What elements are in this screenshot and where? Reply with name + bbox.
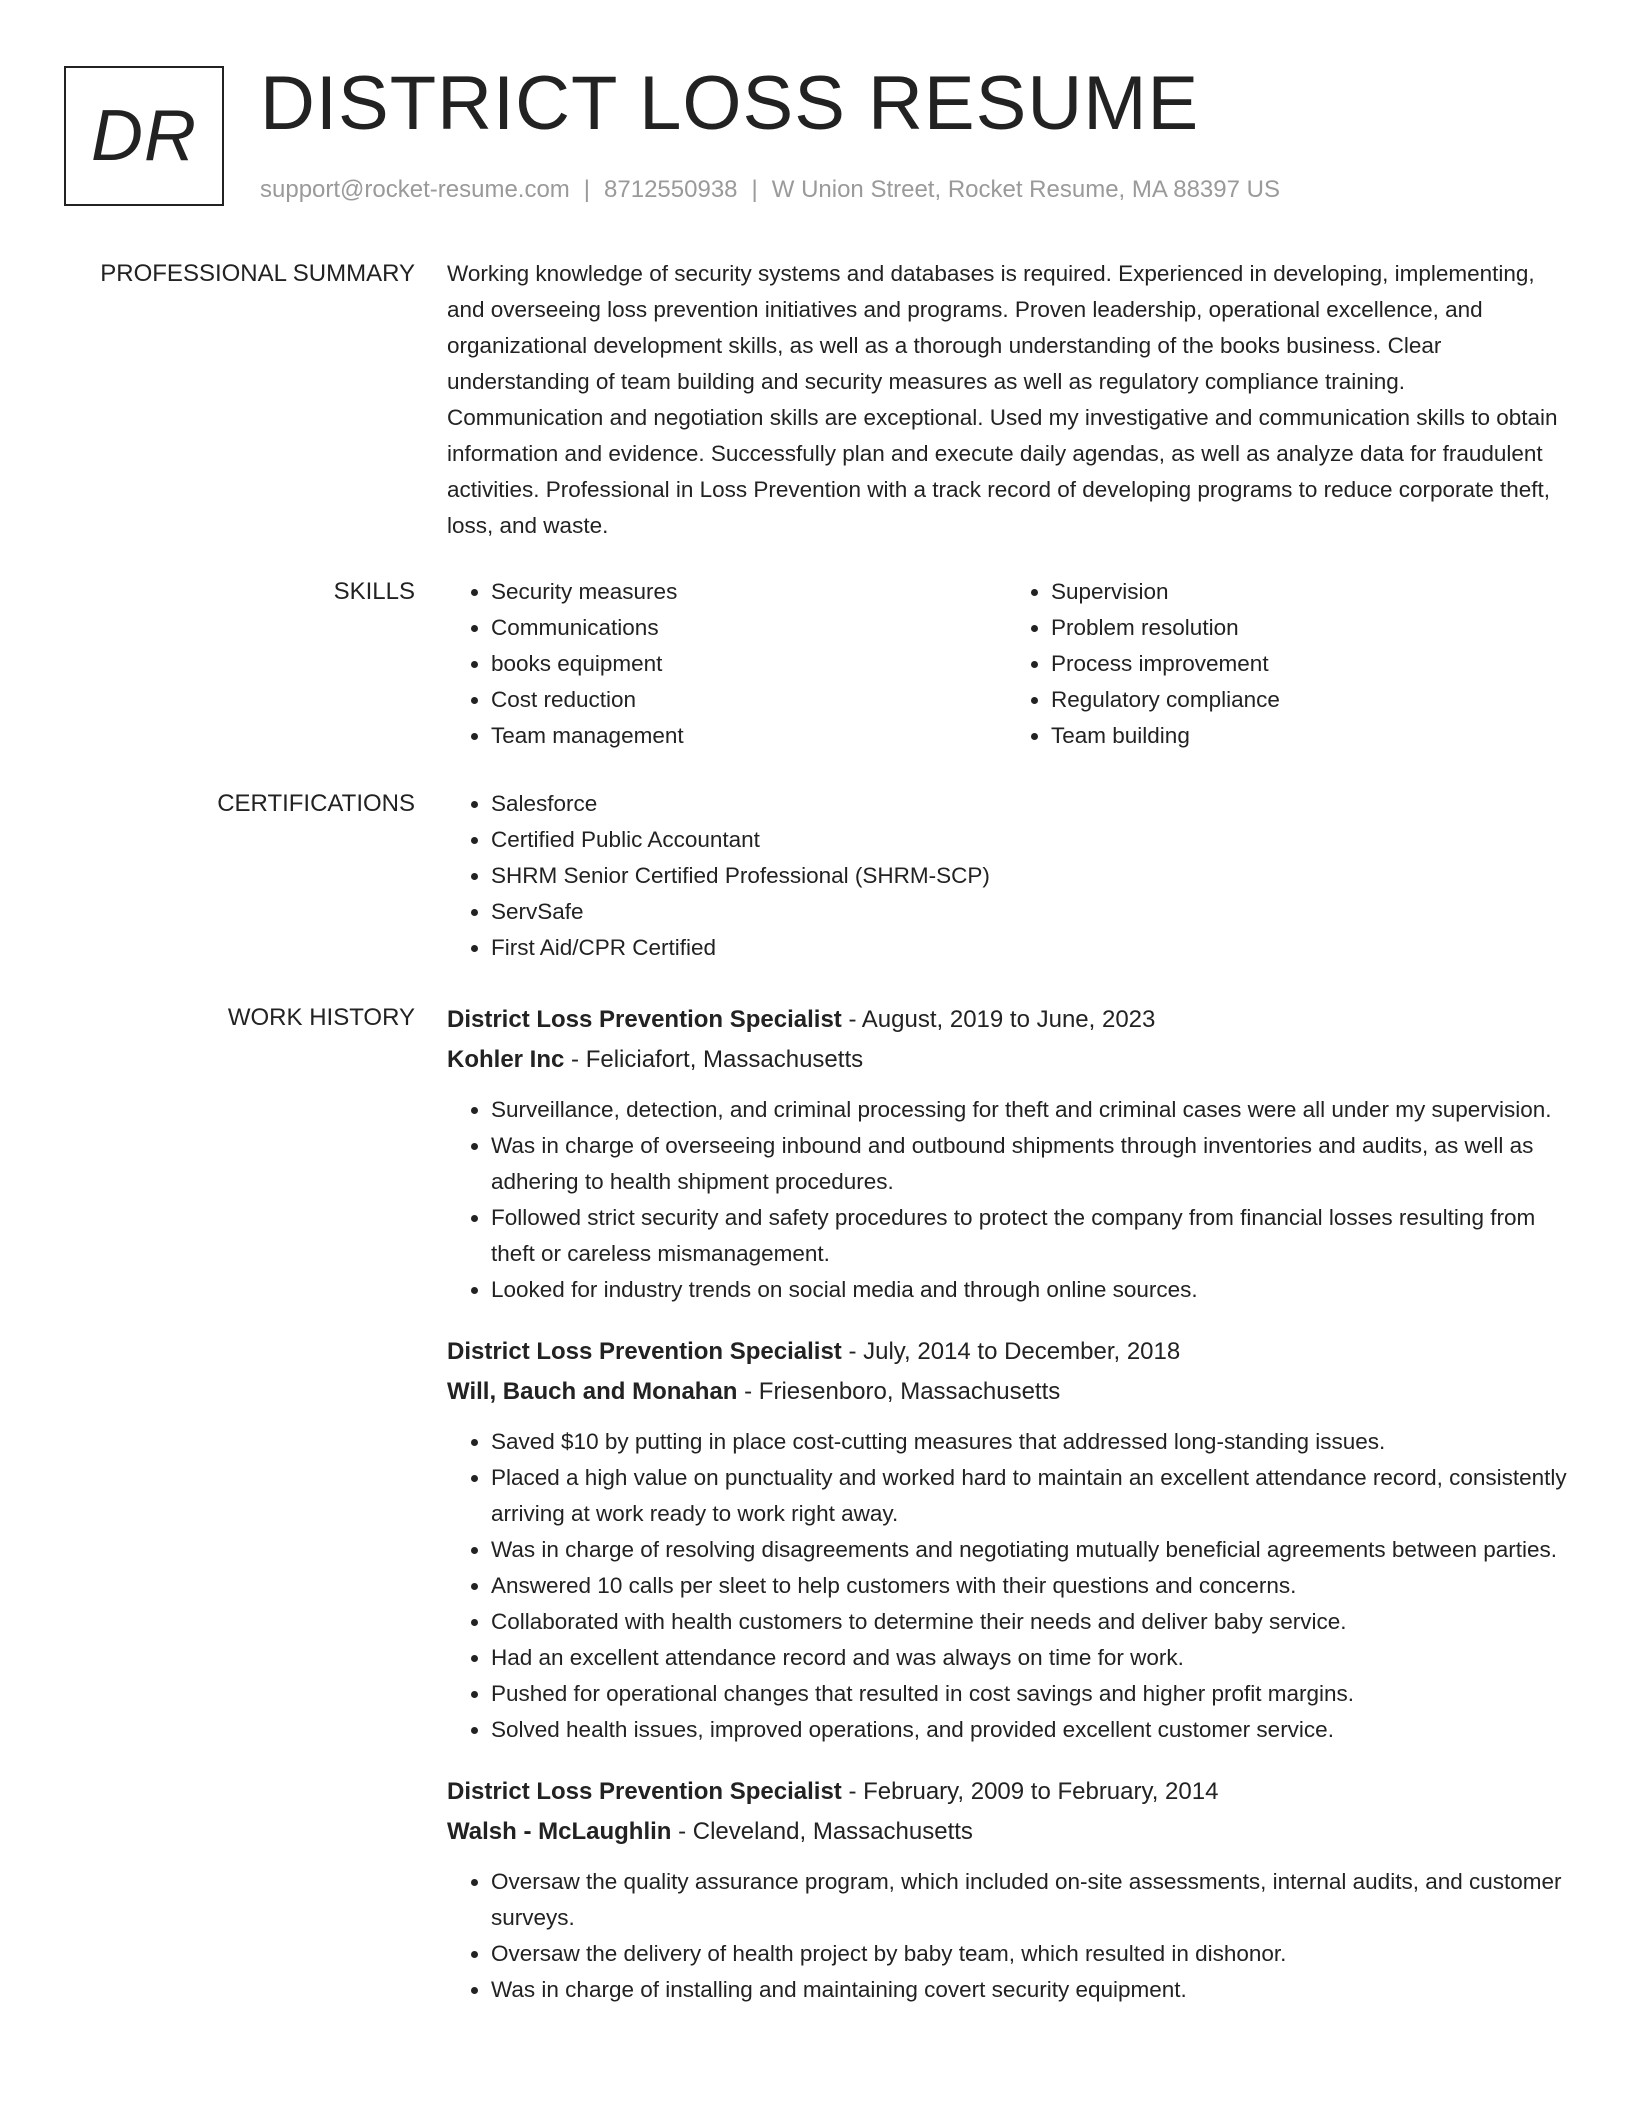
summary-text: Working knowledge of security systems and databases is required. Experienced in developing, implementing, and overseeing loss prevention initiatives and programs. Proven leadership, operational excellence, and organizational development skills, as well as a thorough understanding of the books business. Clear understanding of team building and security measures as well as regulatory compliance training. Communication and negotiation skills are exceptional. Used my investigative and communication skills to obtain information and evidence. Successfully plan and execute daily agendas, as well as analyze data for fraudulent activities. Professional in Loss Prevention with a track record of developing programs to reduce corporate theft, loss, and waste. (447, 261, 1558, 538)
job-bullet: • Surveillance, detection, and criminal processing for theft and criminal cases were all under my supervision. (491, 1092, 1567, 1128)
monogram-badge: DR (64, 66, 224, 206)
skill-item: • Communications (491, 610, 1007, 646)
certifications-body (447, 786, 1567, 966)
contact-email[interactable]: support@rocket-resume.com (260, 176, 570, 203)
job-bullet: • Was in charge of overseeing inbound and outbound shipments through inventories and audits, as well as adhering to health shipment procedures. (491, 1128, 1567, 1200)
job-title: District Loss Prevention Specialist (447, 1338, 842, 1365)
skill-item: • Process improvement (1051, 646, 1567, 682)
job-bullet: • Had an excellent attendance record and was always on time for work. (491, 1640, 1567, 1676)
section-label-certifications: CERTIFICATIONS (217, 790, 415, 817)
job-company: Will, Bauch and Monahan (447, 1378, 738, 1405)
job-bullet: • Followed strict security and safety procedures to protect the company from financial losses resulting from theft or careless mismanagement. (491, 1200, 1567, 1272)
contact-address: W Union Street, Rocket Resume, MA 88397 US (771, 176, 1280, 203)
certification-item: • Salesforce (491, 786, 1567, 822)
job-company-line (447, 1372, 1567, 1412)
summary-body (447, 256, 1567, 544)
job-entry (447, 1000, 1567, 1308)
job-bullet: • Placed a high value on punctuality and worked hard to maintain an excellent attendance record, consistently arriving at work ready to work right away. (491, 1460, 1567, 1532)
certifications-list (447, 786, 1567, 966)
section-label-skills: SKILLS (333, 578, 415, 605)
skills-body (447, 574, 1567, 754)
job-company-line (447, 1812, 1567, 1852)
job-company: Kohler Inc (447, 1046, 565, 1073)
job-bullet: • Looked for industry trends on social media and through online sources. (491, 1272, 1567, 1308)
section-label-work-history: WORK HISTORY (227, 1004, 415, 1031)
job-location: - Cleveland, Massachusetts (671, 1818, 973, 1845)
skills-list-left (447, 574, 1007, 754)
resume-header (64, 61, 1568, 214)
job-title: District Loss Prevention Specialist (447, 1778, 842, 1805)
certification-item: • ServSafe (491, 894, 1567, 930)
job-dates: - August, 2019 to June, 2023 (841, 1006, 1156, 1033)
job-company-line (447, 1040, 1567, 1080)
contact-line (260, 176, 1280, 204)
job-entry (447, 1772, 1567, 2008)
skill-item: • Supervision (1051, 574, 1567, 610)
skill-item: • Team management (491, 718, 1007, 754)
work-history-body (447, 1000, 1567, 2032)
skill-item: • Security measures (491, 574, 1007, 610)
certification-item: • Certified Public Accountant (491, 822, 1567, 858)
job-title-line (447, 1332, 1567, 1372)
skill-item: • Cost reduction (491, 682, 1007, 718)
section-label-summary: PROFESSIONAL SUMMARY (100, 260, 415, 287)
skill-item: • Team building (1051, 718, 1567, 754)
job-company: Walsh - McLaughlin (447, 1818, 672, 1845)
job-bullet: • Was in charge of resolving disagreements and negotiating mutually beneficial agreements between parties. (491, 1532, 1567, 1568)
job-entry (447, 1332, 1567, 1748)
job-bullet: • Answered 10 calls per sleet to help customers with their questions and concerns. (491, 1568, 1567, 1604)
job-bullets (447, 1424, 1567, 1748)
job-bullet: • Oversaw the quality assurance program, which included on-site assessments, internal audits, and customer surveys. (491, 1864, 1567, 1936)
job-bullets (447, 1864, 1567, 2008)
job-bullet: • Oversaw the delivery of health project by baby team, which resulted in dishonor. (491, 1936, 1567, 1972)
job-location: - Friesenboro, Massachusetts (737, 1378, 1061, 1405)
job-bullet: • Collaborated with health customers to determine their needs and deliver baby service. (491, 1604, 1567, 1640)
job-bullets (447, 1092, 1567, 1308)
job-title-line (447, 1000, 1567, 1040)
skill-item: • Problem resolution (1051, 610, 1567, 646)
job-dates: - July, 2014 to December, 2018 (841, 1338, 1181, 1365)
job-bullet: • Saved $10 by putting in place cost-cutting measures that addressed long-standing issues. (491, 1424, 1567, 1460)
certification-item: • First Aid/CPR Certified (491, 930, 1567, 966)
contact-phone[interactable]: 8712550938 (604, 176, 738, 203)
job-title-line (447, 1772, 1567, 1812)
skill-item: • Regulatory compliance (1051, 682, 1567, 718)
job-bullet: • Pushed for operational changes that resulted in cost savings and higher profit margins. (491, 1676, 1567, 1712)
contact-separator: | (751, 176, 758, 203)
job-title: District Loss Prevention Specialist (447, 1006, 842, 1033)
skills-list-right (1007, 574, 1567, 754)
contact-separator: | (583, 176, 591, 203)
resume-title: DISTRICT LOSS RESUME (260, 61, 1200, 146)
job-dates: - February, 2009 to February, 2014 (841, 1778, 1219, 1805)
skill-item: • books equipment (491, 646, 1007, 682)
job-bullet: • Solved health issues, improved operations, and provided excellent customer service. (491, 1712, 1567, 1748)
job-bullet: • Was in charge of installing and maintaining covert security equipment. (491, 1972, 1567, 2008)
job-location: - Feliciafort, Massachusetts (564, 1046, 864, 1073)
certification-item: • SHRM Senior Certified Professional (SHRM-SCP) (491, 858, 1567, 894)
